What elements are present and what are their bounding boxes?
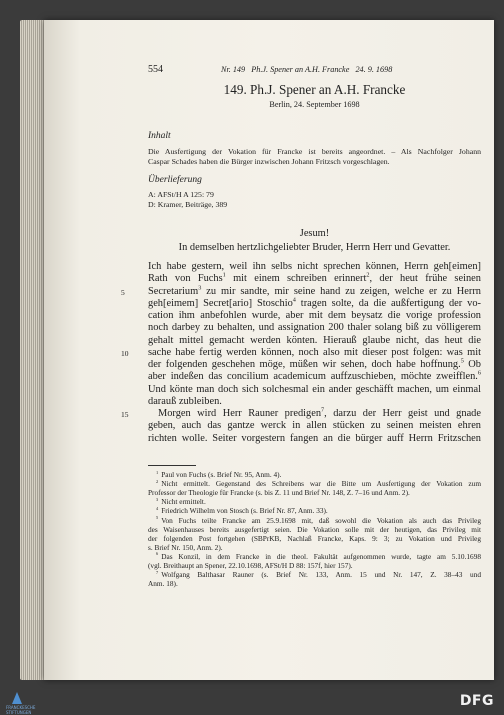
footnote-line <box>156 552 481 561</box>
body-text-segment: , darzu der Herr geist und gnade <box>324 408 481 419</box>
viewer-bottom-bar <box>0 690 504 715</box>
footnote-line <box>148 525 481 534</box>
footnote-text: Anm. 18). <box>148 579 178 589</box>
footnote-text: Wolfgang Balthasar Rauner (s. Brief Nr. 133, Anm. 15 und Nr. 147, Z. 38–43 und <box>161 570 481 580</box>
franckesche-stiftungen-logo <box>6 690 36 715</box>
footnote-text: Professor der Theologie für Francke (s. bis Z. 11 und Brief Nr. 148, Z. 7–16 und Anm. 2). <box>148 488 410 498</box>
body-line <box>148 335 481 347</box>
body-text-segment: geh[eimem] Secret[ario] Stoschio <box>148 297 293 309</box>
body-line <box>148 396 481 408</box>
body-text-segment: cation ihm anbefohlen wurde, aber mit dem beysatz die vorige profession <box>148 310 481 321</box>
body-text-segment: geben, auch das gantze werck in allen stücken zu seinen meisten ehren <box>148 420 481 432</box>
address-line: In demselben hertzlichgeliebter Bruder, Herrn Herr und Gevatter. <box>178 242 451 253</box>
line-number: 5 <box>121 287 125 297</box>
footnote-line <box>156 506 481 515</box>
footnote-line <box>156 516 481 525</box>
footnote-text: Nicht ermittelt. Gegenstand des Schreibens war die Bitte um Ausfertigung der Vokation zum <box>161 479 481 489</box>
footnote-text: (vgl. Breithaupt an Spener, 22.10.1698, AFSt/H D 88: 157f, hier 157). <box>148 561 353 570</box>
line-number: 15 <box>121 410 129 419</box>
body-line <box>148 322 481 334</box>
footnote-ref: 1 <box>222 271 226 279</box>
footnote-ref: 6 <box>477 369 481 377</box>
book-page <box>44 20 494 680</box>
footnote-line <box>148 534 481 543</box>
footnote-ref: 5 <box>460 357 464 365</box>
body-line <box>148 286 481 298</box>
footnote-number: 5 <box>156 515 159 521</box>
footnote-text: s. Brief Nr. 150, Anm. 2). <box>148 542 223 552</box>
body-text-segment: sache habe fertig werden können, noch also mit dieser post folgen: was mit <box>148 346 481 358</box>
footnote-line <box>156 570 481 579</box>
body-text-segment: tragen solte, da die außfertigung der vo- <box>295 297 481 309</box>
line-number: 10 <box>121 348 129 358</box>
inhalt-line: Caspar Schades haben die Bürger inzwischen Johann Fritzsch vorgeschlagen. <box>148 157 390 166</box>
body-text-segment: mit einem schreiben erinnert <box>225 273 367 285</box>
body-text-segment: richten wolle. Seiter vorgestern fangen an die bürger auff Herrn Fritzschen <box>148 432 481 444</box>
body-text-segment: Rath von Fuchs <box>148 273 223 285</box>
body-text-segment: darauß zubleiben. <box>148 395 222 407</box>
footnote-number: 1 <box>156 469 159 475</box>
footnote-text: Nicht ermittelt. <box>161 497 206 507</box>
body-text-segment: aber indeßen das concilium academicum auffzuschieben, möchte zweifflen. <box>148 371 478 383</box>
body-text-segment: Ob <box>463 359 481 370</box>
salutation: Jesum! <box>299 228 330 239</box>
body-line <box>148 347 481 359</box>
footnote-text: Das Konzil, in dem Francke in die theol. Fakultät aufgenommen wurde, tagte am 5.10.1698 <box>161 551 481 561</box>
body-text-segment: der folgenden geschehen möge, müßen wir sehen, doch habe hoffnung. <box>148 359 461 370</box>
footnote-number: 3 <box>156 496 159 502</box>
institution-logo-icon <box>12 692 22 704</box>
body-line <box>148 384 481 396</box>
body-text-segment: Ich habe gestern, weil ihn selbs nicht sprechen können, Herrn geh[eimen] <box>148 261 481 272</box>
inhalt-heading: Inhalt <box>148 131 171 141</box>
body-line <box>148 359 481 371</box>
footnote-text: der folgenden Post fortgehen (SBPrKB, Nachlaß Francke, Kaps. 9: 3; zu Vokation und Privileg <box>148 533 481 543</box>
footnote-text: Von Fuchs teilte Francke am 25.9.1698 mit, daß sowohl die Vokation als auch das Privileg <box>161 515 481 525</box>
body-line <box>148 371 481 383</box>
footnote-text: des Waisenhauses bereits ausgefertigt seien. Die Vokation solle mit der heutigen, das Privileg mit <box>148 524 481 534</box>
footnote-rule <box>148 465 196 466</box>
logo-text: FRANCKESCHE STIFTUNGEN <box>6 705 36 715</box>
footnote-line <box>156 479 481 488</box>
footnote-text: Friedrich Wilhelm von Stosch (s. Brief Nr. 87, Anm. 33). <box>161 506 328 516</box>
footnote-ref: 3 <box>198 284 202 292</box>
body-text-segment: Morgen wird Herr Rauner predigen <box>158 408 322 419</box>
running-title: Nr. 149 Ph.J. Spener an A.H. Francke 24. 9. 1698 <box>221 65 393 74</box>
ueberlieferung-line: A: AFSt/H A 125: 79 <box>148 190 214 199</box>
body-text-segment: Und könte man doch sich solchesmal ein ander geschäfft machen, um einmal <box>148 383 481 395</box>
ueberlieferung-line: D: Kramer, Beiträge, 389 <box>148 200 228 209</box>
footnote-line <box>148 488 481 497</box>
body-text-segment: gehalt mittel gemacht werden könten. Hierauß glaube nicht, das heut die <box>148 334 481 346</box>
footnote-line <box>148 543 481 552</box>
body-line <box>148 420 481 432</box>
inhalt-line: Die Ausfertigung der Vokation für Francke ist bereits angeordnet. – Als Nachfolger Johann <box>148 147 481 156</box>
body-line <box>148 261 481 273</box>
footnote-ref: 2 <box>366 271 370 279</box>
place-date: Berlin, 24. September 1698 <box>269 100 360 109</box>
footnote-line <box>156 497 481 506</box>
footnote-ref: 4 <box>292 296 296 304</box>
page-number: 554 <box>148 64 163 75</box>
body-text-segment: zu mir sandte, mir seine hand zu zeigen, welche er zu Herrn <box>201 285 481 297</box>
body-line <box>148 310 481 322</box>
footnote-number: 4 <box>156 505 159 511</box>
footnote-text: Paul von Fuchs (s. Brief Nr. 95, Anm. 4). <box>161 470 282 479</box>
body-text-segment: , der heut frühe seinen <box>369 273 481 285</box>
body-line <box>148 298 481 310</box>
footnote-number: 7 <box>156 569 159 575</box>
footnote-line <box>148 561 481 570</box>
letter-title: 149. Ph.J. Spener an A.H. Francke <box>223 82 406 97</box>
footnote-line <box>156 470 481 479</box>
footnote-line <box>148 579 481 588</box>
body-line <box>148 408 481 420</box>
body-text-segment: noch darbey zu behalten, und assignation 200 thaler solang biß zu völligerem <box>148 322 481 334</box>
ueberlieferung-heading: Überlieferung <box>148 175 202 185</box>
dfg-logo: DFG <box>459 693 494 709</box>
footnote-ref: 7 <box>321 406 325 414</box>
footnote-number: 2 <box>156 478 159 484</box>
body-line <box>148 433 481 445</box>
footnote-number: 6 <box>156 551 159 557</box>
body-text-segment: Secretarium <box>148 285 199 297</box>
